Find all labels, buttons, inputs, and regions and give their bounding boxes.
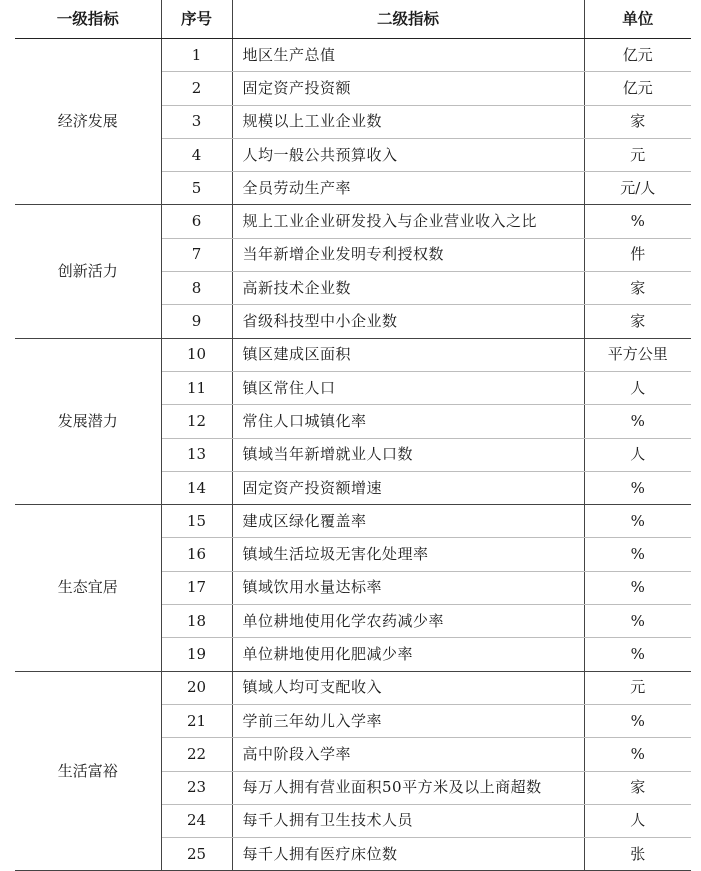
unit-cell: 平方公里 [584, 338, 691, 371]
table-row [15, 505, 691, 538]
indicator-cell: 常住人口城镇化率 [232, 405, 584, 438]
indicator-cell: 镇域饮用水量达标率 [232, 571, 584, 604]
indicator-cell: 每千人拥有卫生技术人员 [232, 804, 584, 837]
index-cell: 15 [161, 505, 232, 538]
unit-cell: 人 [584, 371, 691, 404]
indicator-cell: 镇区建成区面积 [232, 338, 584, 371]
header-row [15, 0, 691, 39]
indicator-cell: 高新技术企业数 [232, 272, 584, 305]
header-unit: 单位 [584, 0, 691, 39]
index-cell: 14 [161, 471, 232, 504]
indicator-cell: 固定资产投资额 [232, 72, 584, 105]
category-cell: 经济发展 [15, 39, 161, 205]
index-cell: 6 [161, 205, 232, 238]
table-row [15, 338, 691, 371]
unit-cell: 元 [584, 138, 691, 171]
unit-cell: % [584, 605, 691, 638]
unit-cell: % [584, 638, 691, 671]
unit-cell: % [584, 471, 691, 504]
unit-cell: 亿元 [584, 72, 691, 105]
header-level1: 一级指标 [15, 0, 161, 39]
unit-cell: % [584, 571, 691, 604]
unit-cell: 家 [584, 305, 691, 338]
index-cell: 21 [161, 704, 232, 737]
indicator-cell: 高中阶段入学率 [232, 738, 584, 771]
indicator-cell: 镇域人均可支配收入 [232, 671, 584, 704]
unit-cell: 人 [584, 438, 691, 471]
indicator-cell: 当年新增企业发明专利授权数 [232, 238, 584, 271]
indicator-cell: 单位耕地使用化学农药减少率 [232, 605, 584, 638]
index-cell: 19 [161, 638, 232, 671]
index-cell: 2 [161, 72, 232, 105]
index-cell: 17 [161, 571, 232, 604]
unit-cell: 家 [584, 771, 691, 804]
index-cell: 7 [161, 238, 232, 271]
index-cell: 18 [161, 605, 232, 638]
indicator-cell: 省级科技型中小企业数 [232, 305, 584, 338]
indicator-cell: 镇域当年新增就业人口数 [232, 438, 584, 471]
indicator-cell: 每千人拥有医疗床位数 [232, 838, 584, 871]
indicator-cell: 学前三年幼儿入学率 [232, 704, 584, 737]
indicator-cell: 建成区绿化覆盖率 [232, 505, 584, 538]
category-cell: 生活富裕 [15, 671, 161, 871]
index-cell: 22 [161, 738, 232, 771]
indicator-cell: 地区生产总值 [232, 39, 584, 72]
indicator-cell: 人均一般公共预算收入 [232, 138, 584, 171]
index-cell: 10 [161, 338, 232, 371]
indicator-cell: 规上工业企业研发投入与企业营业收入之比 [232, 205, 584, 238]
unit-cell: % [584, 738, 691, 771]
indicator-cell: 规模以上工业企业数 [232, 105, 584, 138]
unit-cell: 元/人 [584, 172, 691, 205]
unit-cell: % [584, 538, 691, 571]
index-cell: 11 [161, 371, 232, 404]
unit-cell: 家 [584, 105, 691, 138]
unit-cell: % [584, 704, 691, 737]
index-cell: 3 [161, 105, 232, 138]
indicator-cell: 固定资产投资额增速 [232, 471, 584, 504]
indicator-cell: 镇域生活垃圾无害化处理率 [232, 538, 584, 571]
unit-cell: % [584, 505, 691, 538]
unit-cell: % [584, 205, 691, 238]
index-cell: 20 [161, 671, 232, 704]
table-row [15, 671, 691, 704]
index-cell: 4 [161, 138, 232, 171]
table-row [15, 39, 691, 72]
category-cell: 生态宜居 [15, 505, 161, 671]
unit-cell: % [584, 405, 691, 438]
table-row [15, 205, 691, 238]
unit-cell: 件 [584, 238, 691, 271]
index-cell: 16 [161, 538, 232, 571]
indicator-table [15, 0, 691, 871]
unit-cell: 元 [584, 671, 691, 704]
index-cell: 9 [161, 305, 232, 338]
category-cell: 发展潜力 [15, 338, 161, 504]
index-cell: 12 [161, 405, 232, 438]
indicator-cell: 单位耕地使用化肥减少率 [232, 638, 584, 671]
unit-cell: 家 [584, 272, 691, 305]
index-cell: 1 [161, 39, 232, 72]
unit-cell: 亿元 [584, 39, 691, 72]
header-index: 序号 [161, 0, 232, 39]
category-cell: 创新活力 [15, 205, 161, 338]
index-cell: 13 [161, 438, 232, 471]
indicator-cell: 每万人拥有营业面积50平方米及以上商超数 [232, 771, 584, 804]
indicator-cell: 全员劳动生产率 [232, 172, 584, 205]
header-level2: 二级指标 [232, 0, 584, 39]
index-cell: 5 [161, 172, 232, 205]
index-cell: 8 [161, 272, 232, 305]
indicator-cell: 镇区常住人口 [232, 371, 584, 404]
index-cell: 25 [161, 838, 232, 871]
index-cell: 24 [161, 804, 232, 837]
index-cell: 23 [161, 771, 232, 804]
unit-cell: 人 [584, 804, 691, 837]
unit-cell: 张 [584, 838, 691, 871]
